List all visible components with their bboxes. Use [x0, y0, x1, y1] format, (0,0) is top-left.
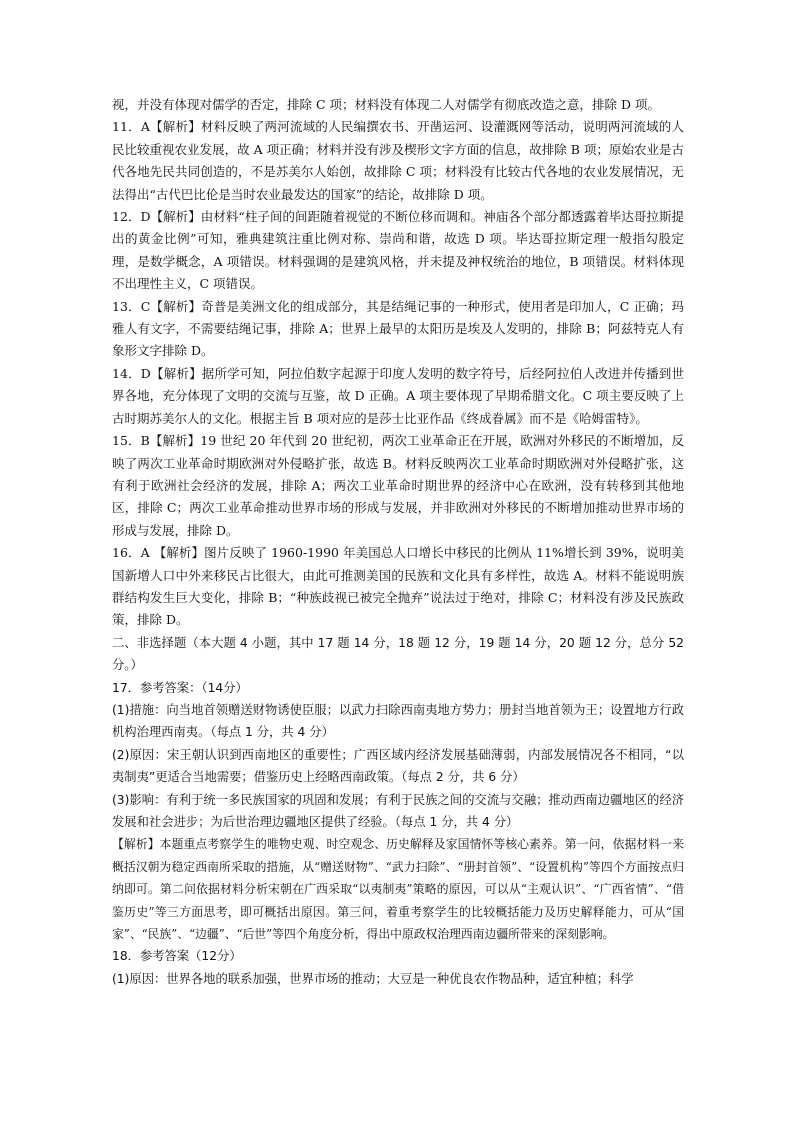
section-heading: 二、非选择题（本大题 4 小题，其中 17 题 14 分，18 题 12 分，19 题 14 分，20 题 12 分，总分 52 分。） [112, 635, 684, 673]
answer-17-heading: 17．参考答案：（14分） [112, 680, 248, 695]
answer-12: 12．D【解析】由材料“柱子间的间距随着视觉的不断位移而调和。神庙各个部分都透露着毕达哥拉斯提出的黄金比例”可知，雅典建筑注重比例对称、崇尚和谐，故选 D 项。毕达哥拉斯定理一般指勾股定理，是数学概念，A 项错误。材料强调的是建筑风格，并未提及神权统治的地位，B 项错误。材料体现不出理性主义，C 项错误。 [112, 209, 684, 292]
answer-18-part-1: (1)原因：世界各地的联系加强，世界市场的推动；大豆是一种优良农作物品种，适宜种植；科学 [112, 971, 634, 986]
answer-18-heading: 18．参考答案（12分） [112, 949, 242, 964]
document-page [112, 94, 684, 990]
answer-16: 16．A 【解析】图片反映了 1960-1990 年美国总人口增长中移民的比例从 11%增长到 39%，说明美国新增人口中外来移民占比很大，由此可推测美国的民族和文化具有多样性，故选 A。材料不能说明族群结构发生巨大变化，排除 B；“种族歧视已被完全抛弃”说法过于绝对，排除 C；材料没有涉及民族政策，排除 D。 [112, 545, 684, 628]
answer-17-analysis: 【解析】本题重点考察学生的唯物史观、时空观念、历史解释及家国情怀等核心素养。第一问，依据材料一来概括汉朝为稳定西南所采取的措施，从“赠送财物”、“武力扫除”、“册封首领”、“设置机构”等四个方面按点归纳即可。第二问依据材料分析宋朝在广西采取“以夷制夷”策略的原因，可以从“主观认识”、“广西省情”、“借鉴历史”等三方面思考，即可概括出原因。第三问，着重考察学生的比较概括能力及历史解释能力，可从“国家”、“民族”、“边疆”、“后世”等四个角度分析，得出中原政权治理西南边疆所带来的深刻影响。 [112, 837, 684, 942]
answer-13: 13．C【解析】奇普是美洲文化的组成部分，其是结绳记事的一种形式，使用者是印加人，C 正确；玛雅人有文字，不需要结绳记事，排除 A；世界上最早的太阳历是埃及人发明的，排除 B；阿兹特克人有象形文字排除 D。 [112, 298, 684, 359]
answer-14: 14．D【解析】据所学可知，阿拉伯数字起源于印度人发明的数字符号，后经阿拉伯人改进并传播到世界各地，充分体现了文明的交流与互鉴，故 D 正确。A 项主要体现了早期希腊文化。C 项主要反映了上古时期苏美尔人的文化。根据主旨 B 项对应的是莎士比亚作品《终成眷属》而不是《哈姆雷特》。 [112, 365, 684, 426]
answer-15: 15．B【解析】19 世纪 20 年代到 20 世纪初，两次工业革命正在开展，欧洲对外移民的不断增加，反映了两次工业革命时期欧洲对外侵略扩张，故选 B。材料反映两次工业革命时期欧洲对外侵略扩张，这有利于欧洲社会经济的发展，排除 A；两次工业革命时期世界的经济中心在欧洲，没有转移到其他地区，排除 C；两次工业革命推动世界市场的形成与发展，并非欧洲对外移民的不断增加推动世界市场的形成与发展，排除 D。 [112, 433, 684, 538]
answer-11: 11．A【解析】材料反映了两河流域的人民编撰农书、开凿运河、设灌溉网等活动，说明两河流域的人民比较重视农业发展，故 A 项正确；材料并没有涉及楔形文字方面的信息，故排除 B 项；原始农业是古代各地先民共同创造的，不是苏美尔人始创，故排除 C 项；材料没有比较古代各地的农业发展情况，无法得出“古代巴比伦是当时农业最发达的国家”的结论，故排除 D 项。 [112, 119, 684, 202]
paragraph-continuation: 视，并没有体现对儒学的否定，排除 C 项；材料没有体现二人对儒学有彻底改造之意，排除 D 项。 [112, 97, 660, 112]
answer-17-part-2: (2)原因：宋王朝认识到西南地区的重要性；广西区域内经济发展基础薄弱，内部发展情况各不相同，“以夷制夷”更适合当地需要；借鉴历史上经略西南政策。（每点 2 分，共 6 分） [112, 747, 684, 785]
answer-17-part-3: (3)影响：有利于统一多民族国家的巩固和发展；有利于民族之间的交流与交融；推动西南边疆地区的经济发展和社会进步；为后世治理边疆地区提供了经验。（每点 1 分，共 4 分） [112, 792, 684, 829]
answer-17-part-1: (1)措施：向当地首领赠送财物诱使臣服；以武力扫除西南夷地方势力；册封当地首领为王；设置地方行政机构治理西南夷。（每点 1 分，共 4 分） [112, 702, 684, 740]
